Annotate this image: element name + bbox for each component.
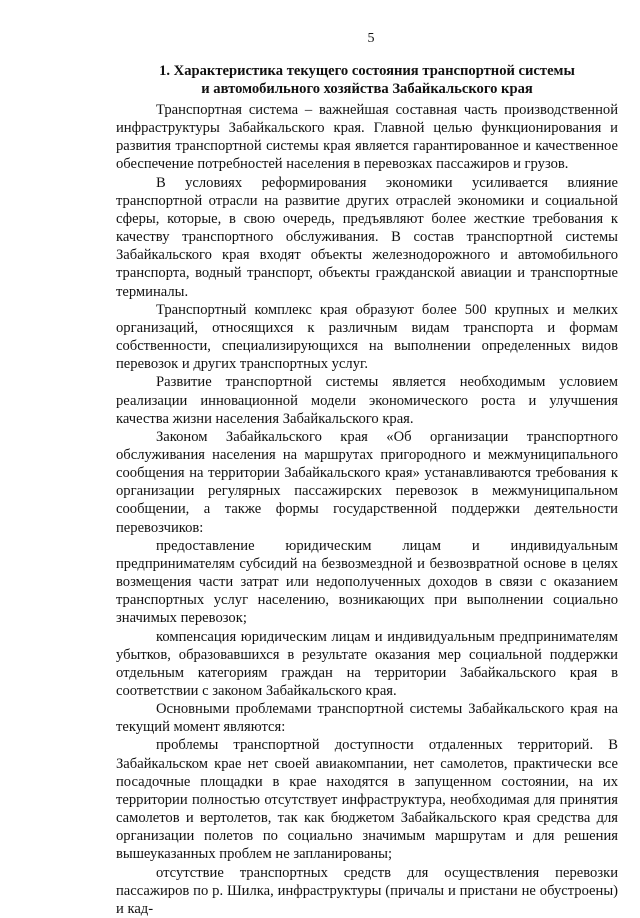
paragraph-transport-system: Транспортная система – важнейшая составная часть производственной инфраструктуры Забайкальского края. Главной целью функционирования и развития транспортной системы края является гарантированное и качественное обеспечение потребностей населения в перевозках пассажиров и грузов. [116,102,618,173]
paragraph-accessibility: проблемы транспортной доступности отдаленных территорий. В Забайкальском крае нет своей авиакомпании, нет самолетов, практически все посадочные площадки в крае находятся в запущенном состоянии, на их территории полностью отсутствует инфраструктура, необходимая для принятия самолетов и вертолетов, так как бюджетом Забайкальского края средства для организации полетов по социально значимым маршрутам и для решения вышеуказанных проблем не запланированы; [116,737,618,863]
page-number: 5 [367,31,375,46]
document-page [116,30,618,918]
paragraph-law: Законом Забайкальского края «Об организации транспортного обслуживания населения на маршрутах пригородного и межмуниципального сообщения на территории Забайкальского края» устанавливаются требования к организации регулярных пассажирских перевозок в межмуниципальном сообщении, а также формы государственной поддержки деятельности перевозчиков: [116,428,618,536]
section-heading-line-2: и автомобильного хозяйства Забайкальского края [201,81,533,97]
paragraph-shilka-river: отсутствие транспортных средств для осуществления перевозки пассажиров по р. Шилка, инфраструктуры (причалы и пристани не обустроены) и кад- [116,864,618,917]
paragraph-main-problems: Основными проблемами транспортной системы Забайкальского края на текущий момент являются: [116,701,618,736]
section-heading [116,62,618,98]
paragraph-economic-reform: В условиях реформирования экономики усиливается влияние транспортной отрасли на развитие других отраслей экономики и социальной сферы, которые, в свою очередь, предъявляют более жесткие требования к качеству транспортного обслуживания. В состав транспортной системы Забайкальского края входят объекты железнодорожного и автомобильного транспорта, водный транспорт, объекты гражданской авиации и транспортные терминалы. [116,174,618,300]
paragraph-transport-complex: Транспортный комплекс края образуют более 500 крупных и мелких организаций, относящихся к различным видам транспорта и формам собственности, специализирующихся на выполнении определенных видов перевозок и других транспортных услуг. [116,301,618,373]
paragraph-development: Развитие транспортной системы является необходимым условием реализации инновационной модели экономического роста и улучшения качества жизни населения Забайкальского края. [116,374,618,427]
paragraph-subsidies: предоставление юридическим лицам и индивидуальным предпринимателям субсидий на безвозмездной и безвозвратной основе в целях возмещения части затрат или недополученных доходов в связи с оказанием транспортных услуг населению, возникающих при выполнении социально значимых перевозок; [116,537,618,627]
section-heading-line-1: 1. Характеристика текущего состояния транспортной системы [159,63,575,79]
paragraph-compensation: компенсация юридическим лицам и индивидуальным предпринимателям убытков, образовавшихся в результате оказания мер социальной поддержки отдельным категориям граждан на территории Забайкальского края в соответствии с законом Забайкальского края. [116,628,618,699]
